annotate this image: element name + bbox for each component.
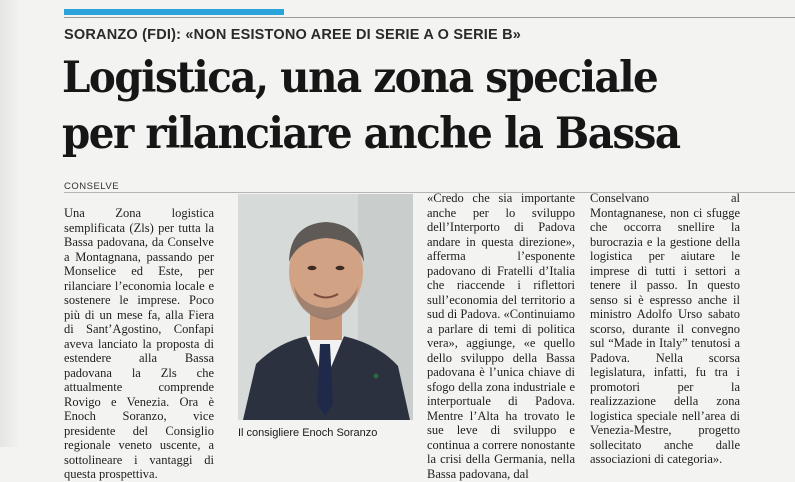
article-column-1 <box>64 206 214 482</box>
headline-line-2: per rilanciare anche la Bassa <box>62 109 680 159</box>
column-4-text: Conselvano al Montagnanese, non ci sfugge che occorra snellire la burocrazia e la gestione della logistica per aiutare le imprese di tutti i settori a tenere il passo. In questo senso si è espresso anche il ministro Adolfo Urso sabato scorso, durante il convegno sul “Made in Italy” tenutosi a Padova. Nella scorsa legislatura, infatti, fu tra i promotori per la realizzazione della zona logistica speciale nell’area di Venezia-Mestre, progetto sollecitato anche dalle associazioni di categoria». <box>590 191 740 466</box>
accent-bar <box>64 9 284 15</box>
article-column-3 <box>427 191 575 481</box>
column-1-text: Una Zona logistica semplificata (Zls) per tutta la Bassa padovana, da Conselve a Montagnana, passando per Monselice ed Este, per rilanciare l’economia locale e sostenere le imprese. Poco più di un mese fa, alla Fiera di Sant’Agostino, Confapi aveva lanciato la proposta di estendere alla Bassa padovana la Zls che attualmente comprende Rovigo e Venezia. Ora è Enoch Soranzo, vice presidente del Consiglio regionale veneto uscente, a sottolineare i vantaggi di questa prospettiva. <box>64 206 214 481</box>
portrait-illustration <box>238 194 413 420</box>
page-edge-shadow <box>0 0 20 447</box>
article-column-4 <box>590 191 740 467</box>
top-rule <box>64 17 795 18</box>
headline-line-1: Logistica, una zona speciale <box>62 53 658 103</box>
section-label: CONSELVE <box>64 181 120 192</box>
article-kicker: SORANZO (FDI): «NON ESISTONO AREE DI SERIE A O SERIE B» <box>64 27 522 43</box>
portrait-photo <box>238 194 413 420</box>
article-headline <box>62 50 748 162</box>
column-3-text: «Credo che sia importante anche per lo sviluppo dell’Interporto di Padova andare in questa direzione», afferma l’esponente padovano di Fratelli d’Italia che riaccende i riflettori sull’economia del territorio a sud di Padova. «Continuiamo a parlare di temi di politica vera», aggiunge, «e quello dello sviluppo della Bassa padovana è l’unica chiave di sfogo della zona industriale e interportuale di Padova. Mentre l’Alta ha trovato le sue leve di sviluppo e continua a correre nonostante la crisi della Germania, nella Bassa padovana, dal <box>427 191 575 481</box>
photo-caption: Il consigliere Enoch Soranzo <box>238 427 378 439</box>
